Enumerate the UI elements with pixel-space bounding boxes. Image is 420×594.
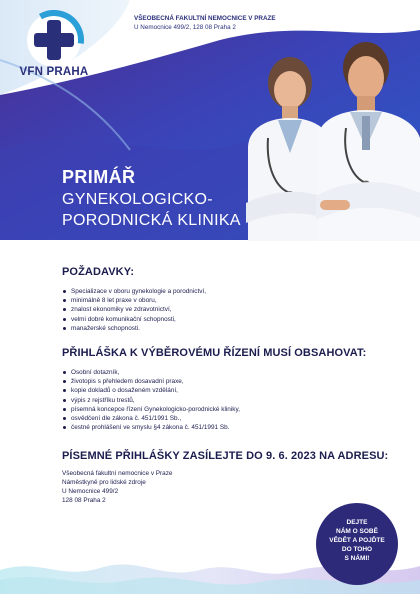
address-line: Náměstkyně pro lidské zdroje [62, 478, 146, 486]
list-item: Specializace v oboru gynekologie a porodnictví, [62, 287, 392, 296]
organization-address: U Nemocnice 499/2, 128 08 Praha 2 [134, 23, 236, 31]
department-title-line-1: GYNEKOLOGICKO- [62, 191, 213, 208]
requirements-section [62, 266, 392, 333]
address-line: 128 08 Praha 2 [62, 496, 106, 504]
application-list [62, 368, 392, 432]
organization-name: VŠEOBECNÁ FAKULTNÍ NEMOCNICE V PRAZE [134, 15, 276, 22]
submission-heading: PÍSEMNÉ PŘIHLÁŠKY ZASÍLEJTE DO 9. 6. 2023 NA ADRESU: [62, 450, 389, 462]
list-item: manažerské schopnosti. [62, 324, 392, 333]
call-to-action-badge [316, 503, 398, 585]
logo-text: VFN PRAHA [19, 66, 89, 78]
list-item: čestné prohlášení ve smyslu §4 zákona č. 451/1991 Sb. [62, 423, 392, 432]
address-line: Všeobecná fakultní nemocnice v Praze [62, 470, 173, 477]
badge-line: VĚDĚT A POJĎTE [329, 537, 385, 544]
application-section [62, 347, 392, 432]
badge-line: S NÁMI! [344, 555, 370, 562]
badge-line: NÁM O SOBĚ [336, 528, 378, 535]
department-title-line-2: PORODNICKÁ KLINIKA [62, 212, 241, 229]
submission-section [62, 450, 392, 506]
list-item: kopie dokladů o dosaženém vzdělání, [62, 386, 392, 395]
job-title [62, 167, 241, 230]
requirements-heading: POŽADAVKY: [62, 266, 135, 278]
list-item: životopis s přehledem dosavadní praxe, [62, 377, 392, 386]
position-title: PRIMÁŘ [62, 167, 136, 187]
address-line: U Nemocnice 499/2 [62, 487, 119, 495]
list-item: minimálně 8 let praxe v oboru, [62, 296, 392, 305]
list-item: znalost ekonomiky ve zdravotnictví, [62, 305, 392, 314]
list-item: písemná koncepce řízení Gynekologicko-porodnické kliniky, [62, 405, 392, 414]
doctors-photo [238, 28, 420, 241]
badge-line: DO TOHO [341, 546, 373, 553]
application-heading: PŘIHLÁŠKA K VÝBĚROVÉMU ŘÍZENÍ MUSÍ OBSAHOVAT: [62, 347, 367, 359]
list-item: velmi dobré komunikační schopnosti, [62, 315, 392, 324]
list-item: výpis z rejstříku trestů, [62, 396, 392, 405]
submission-address [62, 470, 392, 506]
list-item: Osobní dotazník, [62, 368, 392, 377]
list-item: osvědčení dle zákona č. 451/1991 Sb., [62, 414, 392, 423]
badge-line: DEJTE [346, 519, 368, 526]
requirements-list [62, 287, 392, 333]
